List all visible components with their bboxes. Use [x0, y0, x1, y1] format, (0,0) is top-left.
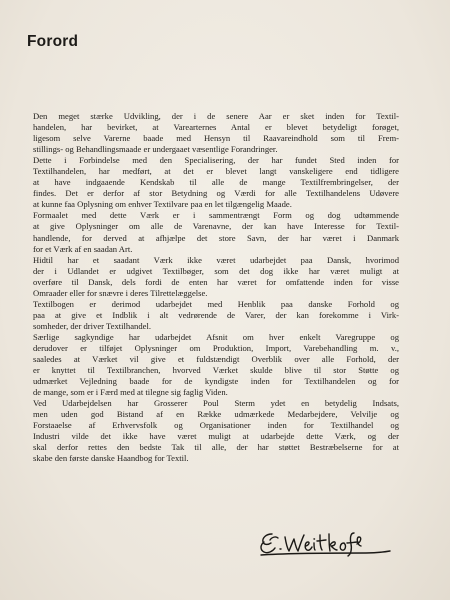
- text-line: ligesom selve Varerne baade med Hensyn til Raavareindhold som til Frem-: [33, 133, 399, 144]
- text-line: overføre til Dansk, dels fordi de enten har været for omfattende inden for visse: [33, 276, 399, 287]
- paragraph: [27, 111, 399, 155]
- text-line: udmærket Vejledning baade for de kyndigste inden for Textilhandelen og for: [33, 376, 399, 387]
- text-line: at give Oplysninger om alle de Varenavne, der kan have Interesse for Textil-: [33, 221, 399, 232]
- text-line: skabe den første danske Haandbog for Textil.: [33, 453, 189, 464]
- text-line: Forstaaelse af Erhvervsfolk og Organisationer inden for Textilhandel og: [33, 420, 399, 431]
- text-line: Den meget stærke Udvikling, der i de senere Aar er sket inden for Textil-: [33, 111, 399, 121]
- preface-body: [27, 111, 399, 465]
- text-line: Omraader eller for snævre i deres Tilrettelæggelse.: [33, 287, 208, 298]
- text-line: der i Udlandet er udgivet Textilbøger, som det dog ikke har været muligt at: [33, 265, 399, 276]
- text-line: stillings- og Behandlingsmaade er undergaaet væsentlige Forandringer.: [33, 144, 278, 155]
- paragraph: [27, 299, 399, 332]
- paragraph: [27, 255, 399, 299]
- text-line: Textilbogen er derimod udarbejdet med Henblik paa danske Forhold og: [33, 298, 399, 309]
- text-line: handlende, for derved at afhjælpe det store Savn, der har været i Danmark: [33, 232, 399, 243]
- text-line: Textilhandelen, har medført, at det er blevet langt vanskeligere end tidligere: [33, 166, 399, 177]
- text-line: Ved Udarbejdelsen har Grosserer Poul Sterm ydet en betydelig Indsats,: [33, 398, 399, 409]
- text-line: findes. Det er derfor af stor Betydning og Værdi for alle Textilhandelens Udøvere: [33, 188, 399, 199]
- text-line: paa at give et Indblik i alt vedrørende de Varer, der kan forekomme i Virk-: [33, 309, 399, 320]
- paragraph: [27, 398, 399, 464]
- text-line: at kunne faa Oplysning om enhver Textilvare paa en let tilgængelig Maade.: [33, 199, 292, 210]
- paragraph: [27, 332, 399, 398]
- text-line: skal derfor rettes den bedste Tak til alle, der har støttet Bestræbelserne for at: [33, 442, 399, 453]
- paragraph: [27, 155, 399, 210]
- text-line: men uden god Bistand af en Række udmærkede Medarbejdere, Velvilje og: [33, 409, 399, 420]
- text-line: somheder, der driver Textilhandel.: [33, 320, 151, 331]
- text-line: Særlige sagkyndige har udarbejdet Afsnit om hver enkelt Varegruppe og: [33, 331, 399, 342]
- text-line: for et Værk af en saadan Art.: [33, 243, 133, 254]
- text-line: at have indgaaende Kendskab til alle de mange Textilfrembringelser, der: [33, 177, 399, 188]
- paragraph: [27, 210, 399, 254]
- text-line: saaledes at Værket vil give et fuldstændigt Overblik over alle Forhold, der: [33, 354, 399, 365]
- text-line: Formaalet med dette Værk er i sammentrængt Form og dog udtømmende: [33, 210, 399, 221]
- text-line: Dette i Forbindelse med den Specialisering, der har fundet Sted inden for: [33, 155, 399, 166]
- text-line: de mange, som er i Færd med at tilegne sig faglig Viden.: [33, 387, 228, 398]
- text-line: Hidtil har et saadant Værk ikke været udarbejdet paa Dansk, hvorimod: [33, 254, 399, 265]
- text-line: er knyttet til Textilbranchen, hvorved Værket skulde blive til stor Støtte og: [33, 365, 399, 376]
- text-line: handelen, har bevirket, at Varearternes Antal er blevet betydeligt forøget,: [33, 122, 399, 133]
- page-heading: Forord: [27, 33, 79, 50]
- handwritten-signature: [258, 528, 398, 558]
- text-line: derudover er tilføjet Oplysninger om Produktion, Import, Varebehandling m. v.,: [33, 342, 399, 353]
- text-line: Industri vilde det ikke have været muligt at udarbejde dette Værk, og der: [33, 431, 399, 442]
